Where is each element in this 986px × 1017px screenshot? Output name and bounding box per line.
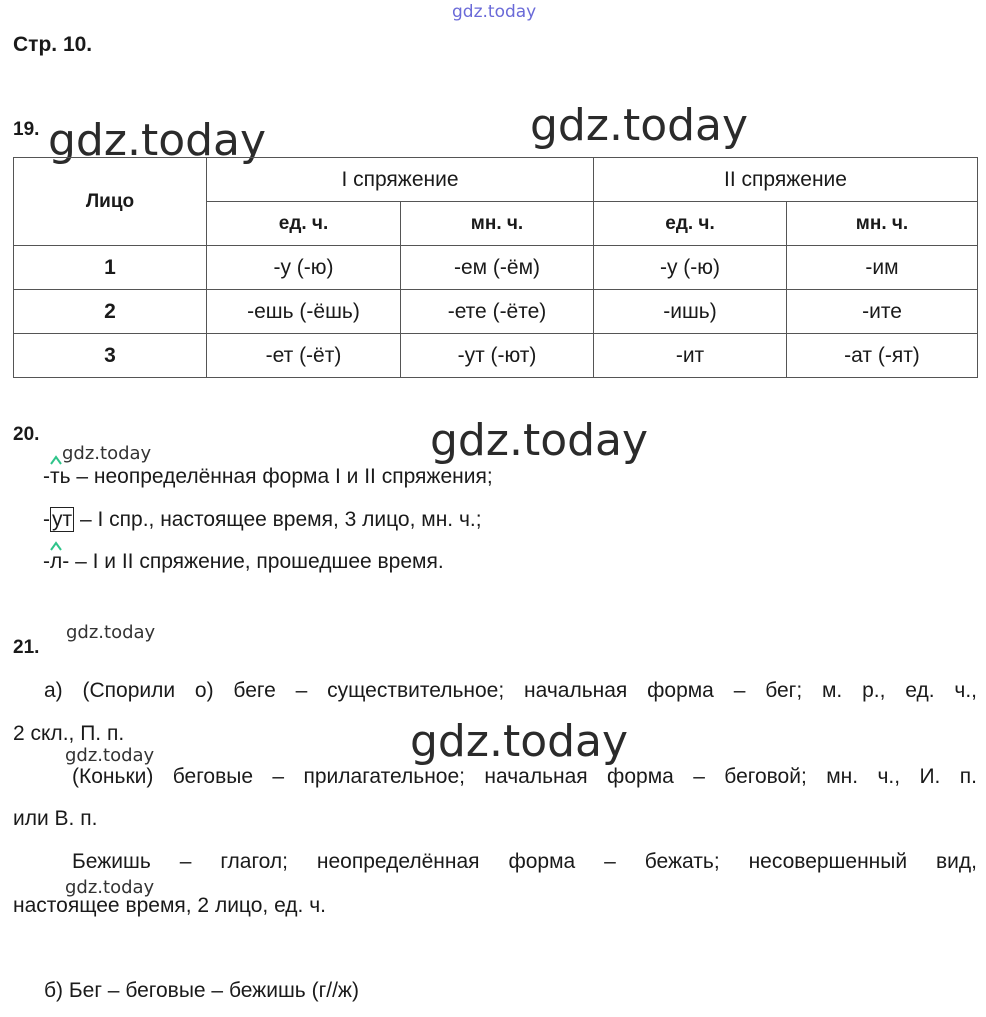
ending-box: ут	[52, 508, 73, 531]
ending-cell: -ут (-ют)	[401, 334, 594, 378]
ending-cell: -у (-ю)	[207, 246, 401, 290]
ex20-line-1	[43, 465, 493, 489]
table-row	[14, 334, 978, 378]
ex21-p3-line1: Бежишь – глагол; неопределённая форма – бежать; несовершенный вид,	[72, 850, 977, 873]
ex21-p3-line2: настоящее время, 2 лицо, ед. ч.	[13, 894, 326, 917]
watermark: gdz.today	[430, 415, 649, 466]
ending-cell: -ит	[594, 334, 787, 378]
watermark-top: gdz.today	[452, 2, 537, 22]
watermark: gdz.today	[62, 443, 152, 464]
subheader-singular: ед. ч.	[207, 202, 401, 246]
person-cell: 1	[14, 246, 207, 290]
suffix-l: л-	[50, 550, 70, 573]
header-conjugation-1: I спряжение	[207, 158, 594, 202]
table-row	[14, 290, 978, 334]
ex21-p1-line2: 2 скл., П. п.	[13, 722, 125, 745]
line-text: – I и II спряжение, прошедшее время.	[69, 550, 444, 573]
exercise-20-number: 20.	[13, 424, 40, 445]
watermark: gdz.today	[48, 115, 267, 166]
ending-cell: -ете (-ёте)	[401, 290, 594, 334]
ex20-line-3	[43, 550, 444, 574]
watermark: gdz.today	[410, 716, 629, 767]
ending-cell: -ешь (-ёшь)	[207, 290, 401, 334]
subheader-plural: мн. ч.	[401, 202, 594, 246]
dash: -	[43, 465, 50, 488]
watermark: gdz.today	[66, 622, 156, 643]
header-person: Лицо	[14, 158, 207, 246]
suffix-ty: ть	[50, 465, 71, 488]
ex21-p4: б) Бег – беговые – бежишь (г//ж)	[44, 979, 359, 1002]
ending-cell: -ет (-ёт)	[207, 334, 401, 378]
subheader-singular: ед. ч.	[594, 202, 787, 246]
person-cell: 3	[14, 334, 207, 378]
person-cell: 2	[14, 290, 207, 334]
ending-cell: -ишь)	[594, 290, 787, 334]
header-conjugation-2: II спряжение	[594, 158, 978, 202]
exercise-19-number: 19.	[13, 119, 40, 140]
ending-cell: -им	[787, 246, 978, 290]
ex21-p2-line2: или В. п.	[13, 807, 98, 830]
dash: -	[43, 508, 50, 531]
conjugation-table	[13, 157, 978, 378]
ending-cell: -ем (-ём)	[401, 246, 594, 290]
table-row	[14, 246, 978, 290]
ending-cell: -ат (-ят)	[787, 334, 978, 378]
watermark: gdz.today	[530, 100, 749, 151]
ex20-line-2	[43, 508, 482, 532]
page-label: Стр. 10.	[13, 33, 93, 56]
ex21-p2-line1: (Коньки) беговые – прилагательное; начальная форма – беговой; мн. ч., И. п.	[72, 765, 977, 788]
exercise-21-number: 21.	[13, 637, 40, 658]
ending-cell: -ите	[787, 290, 978, 334]
line-text: – неопределённая форма I и II спряжения;	[70, 465, 493, 488]
subheader-plural: мн. ч.	[787, 202, 978, 246]
line-text: – I спр., настоящее время, 3 лицо, мн. ч.;	[74, 508, 482, 531]
ex21-p1-line1: а) (Спорили о) беге – существительное; начальная форма – бег; м. р., ед. ч.,	[44, 679, 977, 702]
dash: -	[43, 550, 50, 573]
ending-cell: -у (-ю)	[594, 246, 787, 290]
watermark: gdz.today	[65, 877, 155, 898]
watermark: gdz.today	[65, 745, 155, 766]
